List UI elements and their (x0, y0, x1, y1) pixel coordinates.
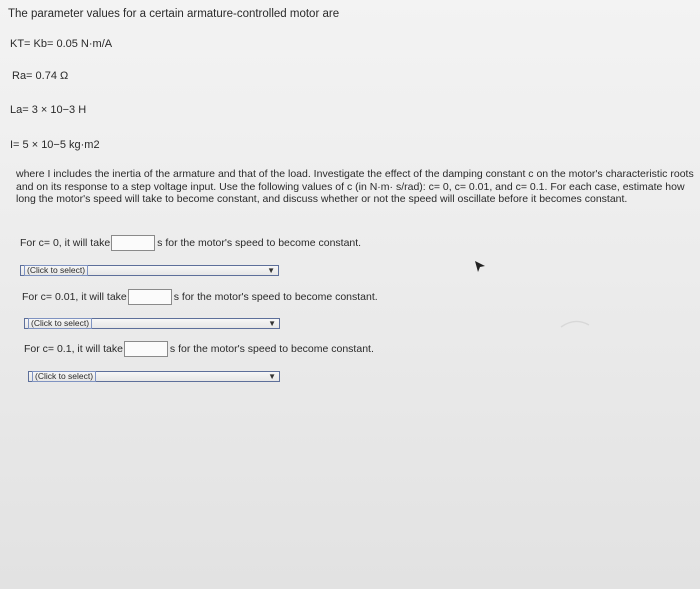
select-label: (Click to select) (24, 265, 88, 276)
param-la: La= 3 × 10−3 H (10, 104, 87, 116)
oscillation-select-c001[interactable] (24, 318, 280, 329)
answer-suffix: s for the motor's speed to become constant. (157, 237, 362, 249)
answer-prefix: For c= 0.01, it will take (22, 291, 127, 303)
select-label: (Click to select) (32, 371, 96, 382)
param-inertia: I= 5 × 10−5 kg·m2 (10, 139, 100, 151)
oscillation-select-c0[interactable] (20, 265, 279, 276)
answer-row-c001 (22, 289, 378, 305)
select-label: (Click to select) (28, 318, 92, 329)
time-input-c0[interactable] (111, 235, 155, 251)
answer-row-c01 (24, 341, 374, 357)
screen-smudge (560, 317, 590, 329)
chevron-down-icon: ▼ (268, 319, 276, 328)
oscillation-select-c01[interactable] (28, 371, 280, 382)
time-input-c01[interactable] (124, 341, 168, 357)
problem-description: where I includes the inertia of the armature and that of the load. Investigate the effect of the damping constant c on the motor's characteristic roots and on its response to a step voltage input. Use the following values of c (in N·m· s/rad): c= 0, c= 0.01, and c= 0.1. For each case, estimate how long the motor's speed will take to become constant, and discuss whether or not the speed will oscillate before it becomes constant. (16, 168, 694, 206)
param-ra: Ra= 0.74 Ω (12, 70, 69, 82)
chevron-down-icon: ▼ (267, 266, 275, 275)
param-kt-kb: KT= Kb= 0.05 N·m/A (10, 38, 113, 50)
answer-suffix: s for the motor's speed to become constant. (173, 291, 378, 303)
mouse-pointer-icon (474, 260, 486, 274)
answer-suffix: s for the motor's speed to become constant. (169, 343, 374, 355)
answer-row-c0 (20, 235, 361, 251)
answer-prefix: For c= 0, it will take (20, 237, 111, 249)
time-input-c001[interactable] (128, 289, 172, 305)
problem-intro: The parameter values for a certain armature-controlled motor are (8, 8, 340, 20)
chevron-down-icon: ▼ (268, 372, 276, 381)
answer-prefix: For c= 0.1, it will take (24, 343, 123, 355)
